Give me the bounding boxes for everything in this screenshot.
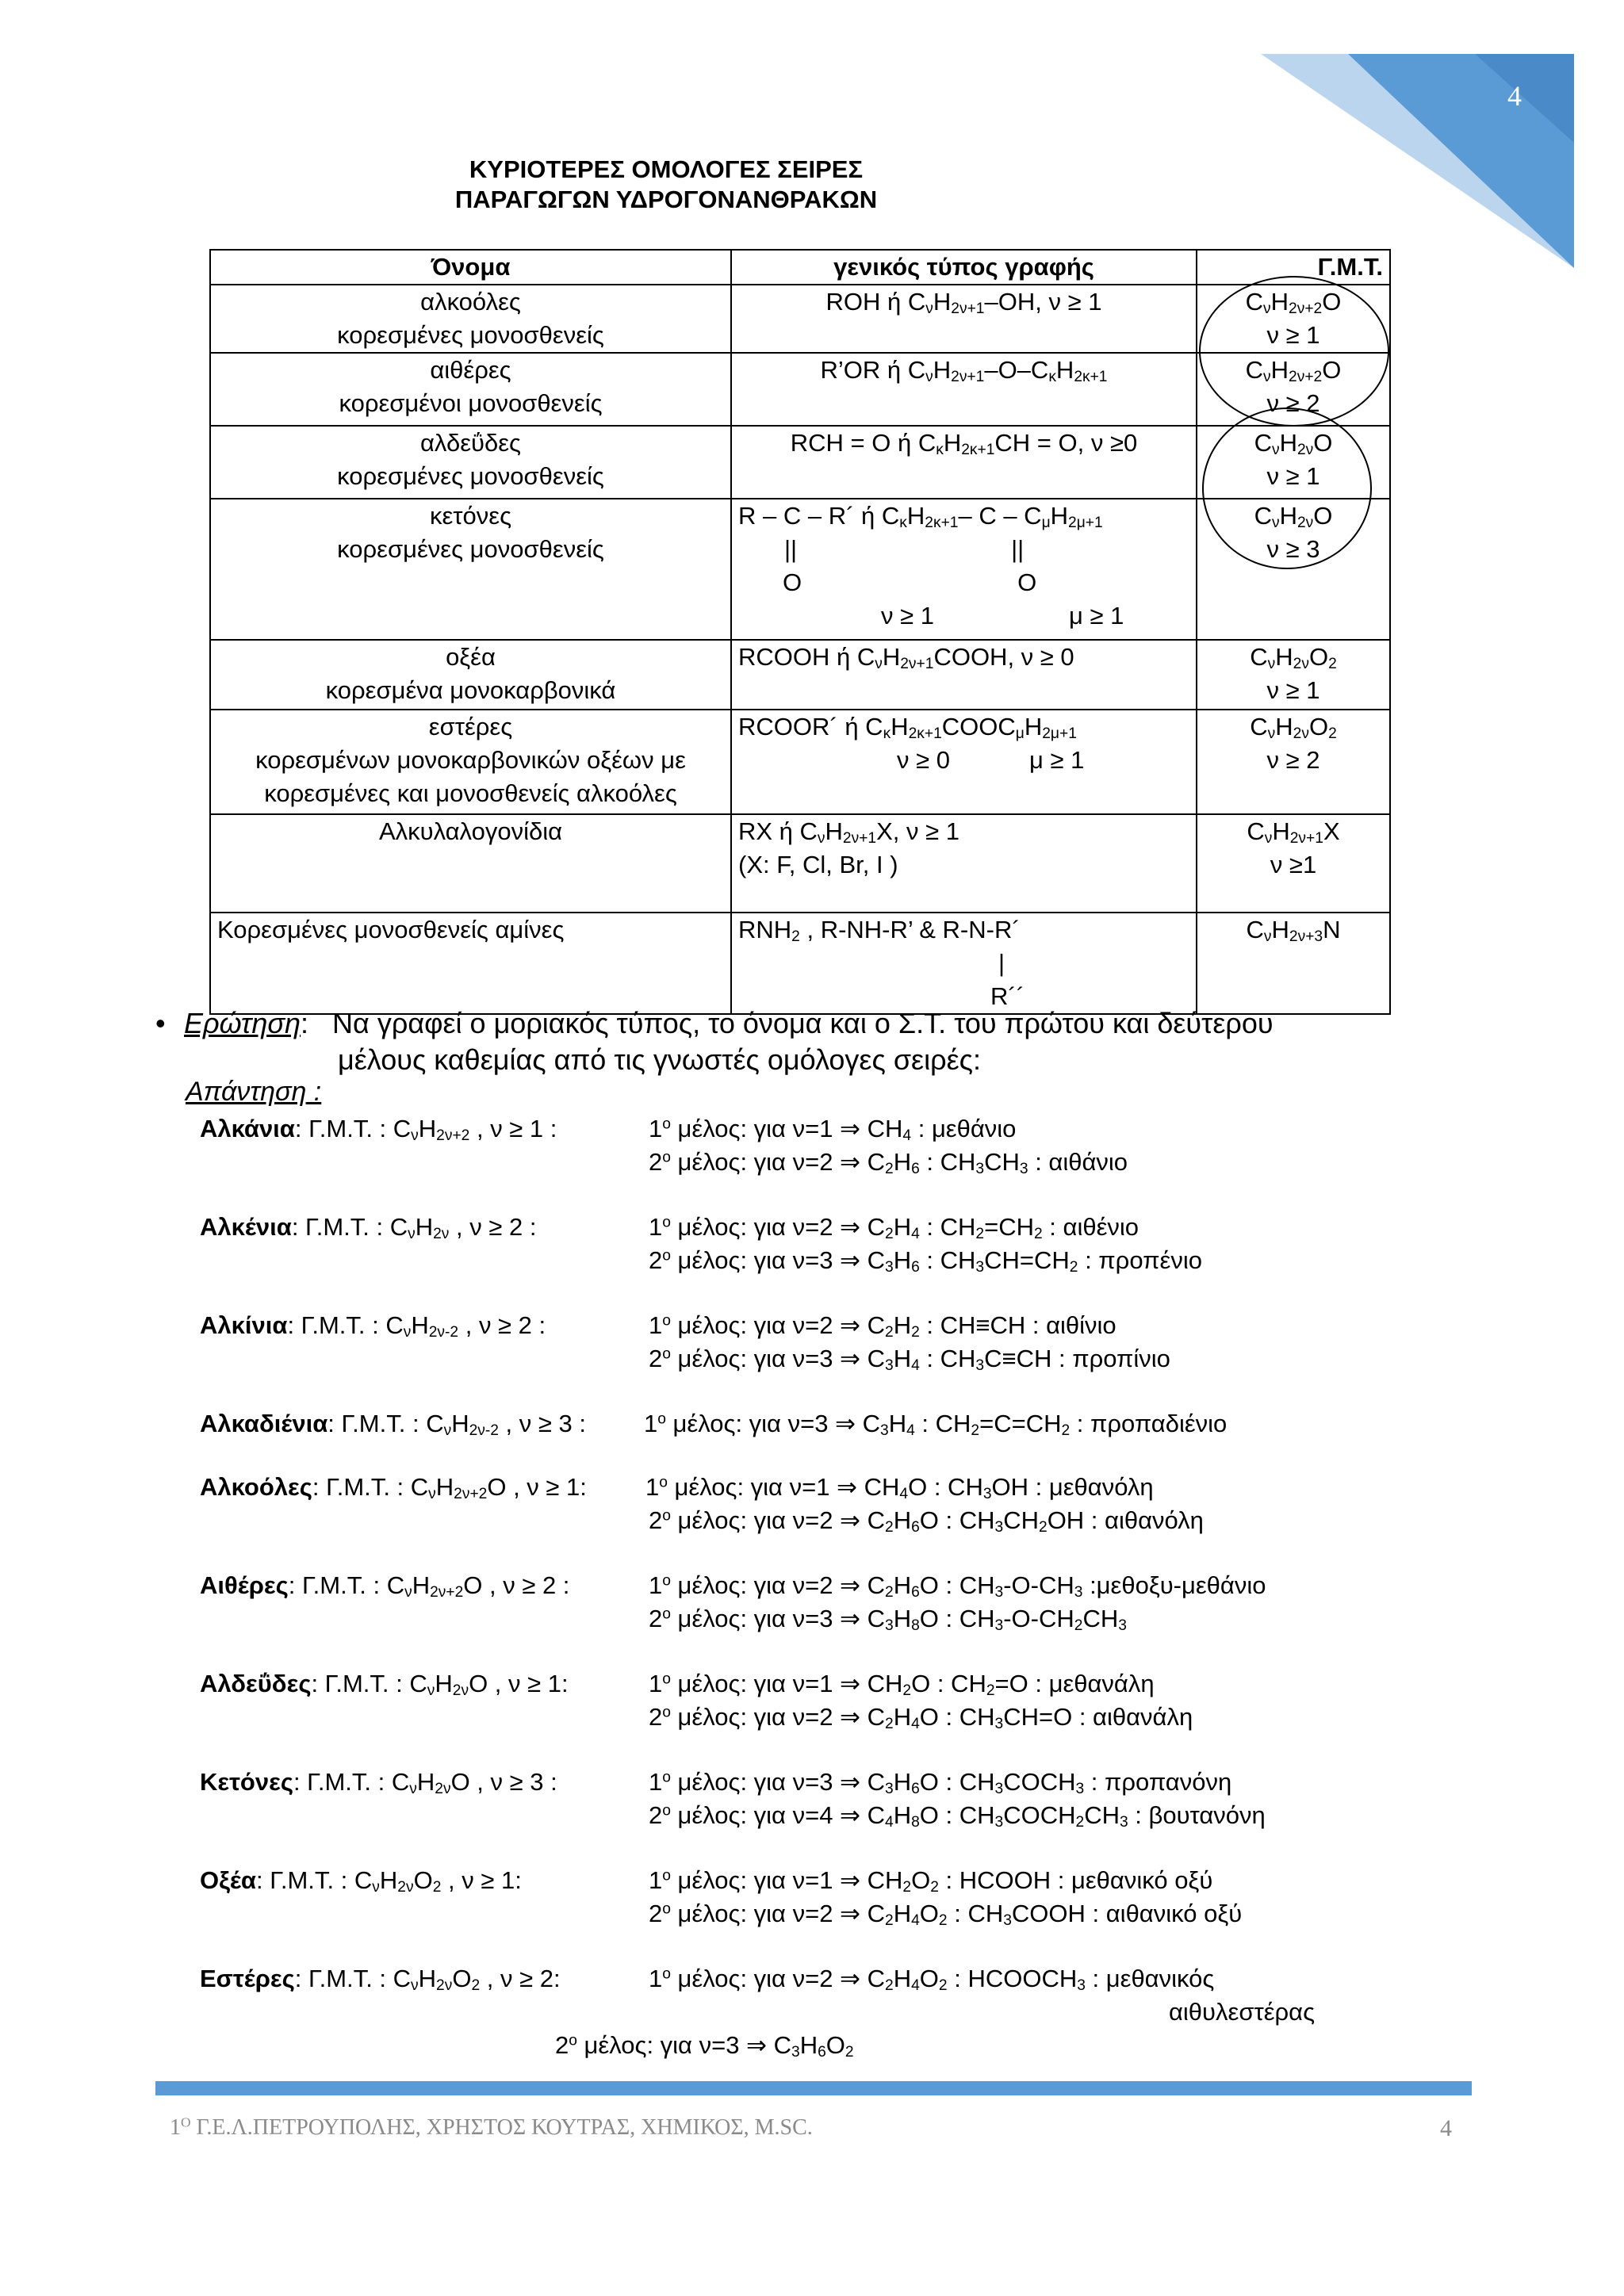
series-name: Κετόνες <box>200 1768 293 1796</box>
question-line-1: Ερώτηση: Να γραφεί ο μοριακός τύπος, το όνομα και ο Σ.Τ. του πρώτου και δεύτερου <box>184 1007 1274 1039</box>
first-member: $1^o$ μέλος: για ν=2 ⇒ $C_2H_4$ : $CH_2=CH_2$ : αιθένιο <box>649 1213 1139 1243</box>
gmt-line: $C_\nu H_{2\nu}O$ <box>1254 502 1333 532</box>
name-line: κετόνες <box>429 502 512 530</box>
gmt-ellipse-2 <box>1202 408 1372 569</box>
gmt-line: ν ≥ 2 <box>1266 389 1320 417</box>
gmt-line: ν ≥1 <box>1270 851 1317 878</box>
series-name: Αλκοόλες <box>200 1473 312 1501</box>
answer-heading: Αλκίνια: Γ.Μ.Τ. : $C_\nu H_{2\nu-2}$ , ν ≥ 2 : <box>200 1311 546 1341</box>
second-member: $2^o$ μέλος: για ν=2 ⇒ $C_2H_4O_2$ : $CH_3COOH$ : αιθανικό οξύ <box>649 1900 1243 1930</box>
first-member: $1^o$ μέλος: για ν=2 ⇒ $C_2H_4O_2$ : $HCOOCH_3$ : μεθανικός <box>649 1965 1215 1995</box>
second-member: $2^o$ μέλος: για ν=3 ⇒ $C_3H_8O$ : $CH_3-O-CH_2CH_3$ <box>649 1605 1127 1635</box>
cell-name <box>210 426 731 499</box>
first-member: $1^o$ μέλος: για ν=1 ⇒ $CH_2O_2$ : HCOOH : μεθανικό οξύ <box>649 1866 1213 1896</box>
footer-text: $1^O$ Γ.Ε.Λ.ΠΕΤΡΟΥΠΟΛΗΣ, ΧΡΗΣΤΟΣ ΚΟΥΤΡΑΣ, ΧΗΜΙΚΟΣ, M.SC. <box>170 2114 813 2140</box>
name-line: κορεσμένες μονοσθενείς <box>337 462 604 490</box>
answer-heading: Εστέρες: Γ.Μ.Τ. : $C_\nu H_{2\nu}O_2$ , ν ≥ 2: <box>200 1965 561 1995</box>
name-line: αλκοόλες <box>420 288 521 316</box>
footer-page-number: 4 <box>1440 2115 1452 2141</box>
cell-gmt <box>1197 710 1390 814</box>
answer-label-text: Απάντηση <box>186 1077 307 1107</box>
gmt-line: ν ≥ 1 <box>1266 676 1320 704</box>
answer-heading: Αλδεΰδες: Γ.Μ.Τ. : $C_\nu H_{2\nu}O$ , ν ≥ 1: <box>200 1670 569 1700</box>
series-name: Αλκάνια <box>200 1115 295 1142</box>
series-name: Οξέα <box>200 1866 256 1894</box>
gmt-line: $C_\nu H_{2\nu+2}O$ <box>1245 288 1342 318</box>
table-row <box>210 913 1390 1014</box>
question-label: Ερώτηση <box>184 1007 301 1039</box>
gmt-line: $C_\nu H_{2\nu+1}X$ <box>1247 817 1340 848</box>
answer-heading: Αλκοόλες: Γ.Μ.Τ. : $C_\nu H_{2\nu+2}O$ , ν ≥ 1: <box>200 1473 587 1503</box>
series-name: Αλκαδιένια <box>200 1410 328 1437</box>
gmt-line: $C_\nu H_{2\nu}O_2$ <box>1250 643 1337 673</box>
formula-oxygen: O O <box>783 568 1037 596</box>
cell-name <box>210 499 731 640</box>
formula-line: $RNH_2$ , R-NH-R’ & R-N-R´ <box>738 916 1021 946</box>
formula-line: RX ή $C_\nu H_{2\nu+1}X$, ν ≥ 1 <box>738 817 959 848</box>
header-gmt: Γ.Μ.Τ. <box>1197 250 1390 285</box>
formula-line: R’OR ή $C_\nu H_{2\nu+1}-O-C_\kappa H_{2\kappa+1}$ <box>820 356 1108 386</box>
answer-label: Απάντηση : <box>186 1077 322 1107</box>
table-row <box>210 814 1390 913</box>
answer-heading: Αλκαδιένια: Γ.Μ.Τ. : $C_\nu H_{2\nu-2}$ , ν ≥ 3 : <box>200 1410 586 1440</box>
gmt-line: $C_\nu H_{2\nu+2}O$ <box>1245 356 1342 386</box>
first-member: $1^o$ μέλος: για ν=2 ⇒ $C_2H_6O$ : $CH_3-O-CH_3$ :μεθοξυ-μεθάνιο <box>649 1571 1266 1601</box>
name-line: κορεσμένα μονοκαρβονικά <box>325 676 616 704</box>
series-name: Αλκίνια <box>200 1311 288 1339</box>
table-body <box>210 285 1390 1014</box>
cell-gmt <box>1197 640 1390 710</box>
name-line: αλδεΰδες <box>420 429 521 457</box>
name-line: κορεσμένες μονοσθενείς <box>337 535 604 563</box>
cell-formula <box>731 640 1197 710</box>
cell-formula <box>731 353 1197 426</box>
cell-name <box>210 710 731 814</box>
table-header-row <box>210 250 1390 285</box>
cell-name <box>210 913 731 1014</box>
formula-line: ROH ή $C_\nu H_{2\nu+1}-OH$, ν ≥ 1 <box>825 288 1102 318</box>
cell-formula <box>731 499 1197 640</box>
header-page-number: 4 <box>1507 80 1522 112</box>
formula-bond: || || <box>784 535 1025 563</box>
cell-gmt <box>1197 814 1390 913</box>
cell-name <box>210 353 731 426</box>
cell-formula <box>731 913 1197 1014</box>
gmt-line: $C_\nu H_{2\nu}O$ <box>1254 429 1333 459</box>
first-member: $1^o$ μέλος: για ν=1 ⇒ $CH_4O$ : $CH_3OH$ : μεθανόλη <box>645 1473 1154 1503</box>
series-name: Αλκένια <box>200 1213 292 1241</box>
gmt-line: ν ≥ 3 <box>1266 535 1320 563</box>
name-line: κορεσμένοι μονοσθενείς <box>339 389 603 417</box>
cell-formula <box>731 285 1197 353</box>
first-member-continued: αιθυλεστέρας <box>1169 1998 1316 2026</box>
formula-line: (X: F, Cl, Br, I ) <box>738 851 898 878</box>
second-member: $2^o$ μέλος: για ν=3 ⇒ $C_3H_4$ : $CH_3C\equiv CH$ : προπίνιο <box>649 1345 1170 1375</box>
series-name: Αιθέρες <box>200 1571 289 1599</box>
formula-line: R – C – R´ ή $C_\kappa H_{2\kappa+1}-$ C – $C_\mu H_{2\mu+1}$ <box>738 502 1103 532</box>
first-member: $1^o$ μέλος: για ν=1 ⇒ $CH_4$ : μεθάνιο <box>649 1115 1017 1145</box>
formula-line: RCOOR´ ή $C_\kappa H_{2\kappa+1}COOC_\mu H_{2\mu+1}$ <box>738 713 1077 743</box>
formula-conditions: ν ≥ 1 μ ≥ 1 <box>881 602 1124 629</box>
gmt-line: ν ≥ 2 <box>1266 746 1320 774</box>
name-line: Κορεσμένες μονοσθενείς αμίνες <box>217 916 565 943</box>
cell-formula <box>731 426 1197 499</box>
answer-heading: Αλκάνια: Γ.Μ.Τ. : $C_\nu H_{2\nu+2}$ , ν ≥ 1 : <box>200 1115 557 1145</box>
name-line: αιθέρες <box>430 356 511 384</box>
cell-name <box>210 285 731 353</box>
answer-heading: Οξέα: Γ.Μ.Τ. : $C_\nu H_{2\nu}O_2$ , ν ≥ 1: <box>200 1866 522 1896</box>
name-line: οξέα <box>446 643 496 671</box>
second-member: $2^o$ μέλος: για ν=2 ⇒ $C_2H_6O$ : $CH_3CH_2OH$ : αιθανόλη <box>649 1506 1204 1536</box>
footer-bar <box>155 2081 1472 2095</box>
first-member: $1^o$ μέλος: για ν=1 ⇒ $CH_2O$ : $CH_2=O$ : μεθανάλη <box>649 1670 1155 1700</box>
cell-formula <box>731 710 1197 814</box>
question-text-1: Να γραφεί ο μοριακός τύπος, το όνομα και ο Σ.Τ. του πρώτου και δεύτερου <box>332 1007 1274 1039</box>
second-member: $2^o$ μέλος: για ν=2 ⇒ $C_2H_4O$ : $CH_3CH=O$ : αιθανάλη <box>649 1703 1193 1733</box>
formula-conditions: ν ≥ 0 μ ≥ 1 <box>897 746 1085 774</box>
name-line: εστέρες <box>428 713 513 740</box>
cell-name <box>210 814 731 913</box>
first-member: $1^o$ μέλος: για ν=3 ⇒ $C_3H_6O$ : $CH_3COCH_3$ : προπανόνη <box>649 1768 1232 1798</box>
cell-name <box>210 640 731 710</box>
name-line: κορεσμένες μονοσθενείς <box>337 321 604 349</box>
cell-formula <box>731 814 1197 913</box>
first-member: $1^o$ μέλος: για ν=3 ⇒ $C_3H_4$ : $CH_2=C=CH_2$ : προπαδιένιο <box>644 1410 1228 1440</box>
series-name: Εστέρες <box>200 1965 295 1992</box>
title-line-1: ΚΥΡΙΟΤΕΡΕΣ ΟΜΟΛΟΓΕΣ ΣΕΙΡΕΣ <box>469 155 864 183</box>
gmt-line: ν ≥ 1 <box>1266 462 1320 490</box>
cell-gmt <box>1197 913 1390 1014</box>
formula-branch-r: R´´ <box>990 982 1025 1010</box>
series-name: Αλδεΰδες <box>200 1670 312 1697</box>
formula-branch: | <box>998 949 1005 977</box>
title-line-2: ΠΑΡΑΓΩΓΩΝ ΥΔΡΟΓΟΝΑΝΘΡΑΚΩΝ <box>454 186 878 213</box>
bullet-icon: • <box>155 1007 166 1039</box>
second-member: $2^o$ μέλος: για ν=2 ⇒ $C_2H_6$ : $CH_3CH_3$ : αιθάνιο <box>649 1148 1128 1178</box>
formula-line: RCH = O ή $C_\kappa H_{2\kappa+1}CH = O$, ν ≥0 <box>790 429 1138 459</box>
second-member: $2^o$ μέλος: για ν=4 ⇒ $C_4H_8O$ : $CH_3COCH_2CH_3$ : βουτανόνη <box>649 1801 1266 1831</box>
table-row <box>210 710 1390 814</box>
formula-line: RCOOH ή $C_\nu H_{2\nu+1}COOH$, ν ≥ 0 <box>738 643 1074 673</box>
first-member: $1^o$ μέλος: για ν=2 ⇒ $C_2H_2$ : CH≡CH : αιθίνιο <box>649 1311 1116 1341</box>
gmt-line: $C_\nu H_{2\nu+3}N$ <box>1246 916 1341 946</box>
second-member: $2^o$ μέλος: για ν=3 ⇒ $C_3H_6O_2$ <box>555 2031 854 2061</box>
answer-heading: Κετόνες: Γ.Μ.Τ. : $C_\nu H_{2\nu}O$ , ν ≥ 3 : <box>200 1768 557 1798</box>
second-member: $2^o$ μέλος: για ν=3 ⇒ $C_3H_6$ : $CH_3CH=CH_2$ : προπένιο <box>649 1246 1202 1276</box>
question-line-2: μέλους καθεμίας από τις γνωστές ομόλογες σειρές: <box>338 1043 981 1076</box>
name-line: κορεσμένων μονοκαρβονικών οξέων με <box>255 746 686 774</box>
name-line: κορεσμένες και μονοσθενείς αλκοόλες <box>264 779 677 807</box>
name-line: Αλκυλαλογονίδια <box>378 817 563 845</box>
gmt-ellipse-1 <box>1199 276 1389 427</box>
header-formula: γενικός τύπος γραφής <box>731 250 1197 285</box>
table-row <box>210 640 1390 710</box>
gmt-line: ν ≥ 1 <box>1266 321 1320 349</box>
gmt-line: $C_\nu H_{2\nu}O_2$ <box>1250 713 1337 743</box>
answer-heading: Αλκένια: Γ.Μ.Τ. : $C_\nu H_{2\nu}$ , ν ≥ 2 : <box>200 1213 537 1243</box>
answer-heading: Αιθέρες: Γ.Μ.Τ. : $C_\nu H_{2\nu+2}O$ , ν ≥ 2 : <box>200 1571 570 1601</box>
header-name: Όνομα <box>210 250 731 285</box>
